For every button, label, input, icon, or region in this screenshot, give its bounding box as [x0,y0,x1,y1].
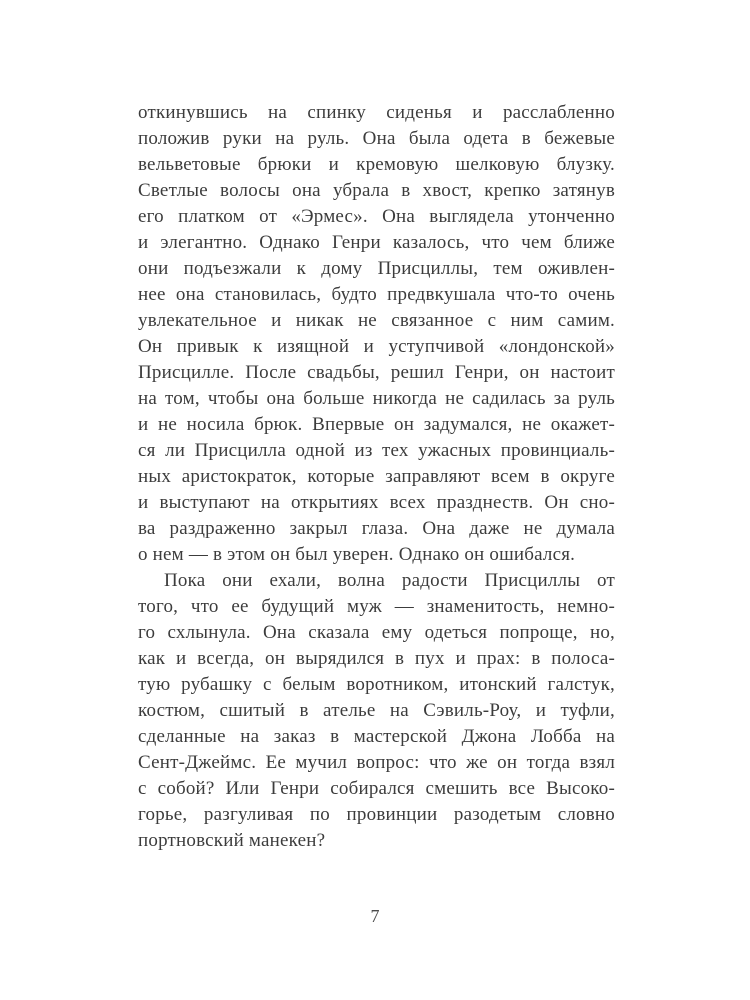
text-line: го схлынула. Она сказала ему одеться попроще, но, [138,622,615,643]
text-line: увлекательное и никак не связанное с ним самим. [138,310,615,331]
text-line: Светлые волосы она убрала в хвост, крепко затянув [138,180,615,201]
page-number: 7 [370,906,380,926]
text-line: положив руки на руль. Она была одета в бежевые [138,128,615,149]
text-line: того, что ее будущий муж — знаменитость, немно- [138,596,615,617]
text-line: костюм, сшитый в ателье на Сэвиль-Роу, и туфли, [138,700,615,721]
text-line: с собой? Или Генри собирался смешить все Высоко- [138,778,615,799]
text-line: Присцилле. После свадьбы, решил Генри, он настоит [138,362,615,383]
text-line: откинувшись на спинку сиденья и расслабленно [138,102,615,123]
paragraph [138,568,615,854]
text-line: его платком от «Эрмес». Она выглядела утонченно [138,206,615,227]
text-block [138,100,615,854]
text-line: тую рубашку с белым воротником, итонский галстук, [138,674,615,695]
text-line: ных аристократок, которые заправляют всем в округе [138,466,615,487]
text-line: вельветовые брюки и кремовую шелковую блузку. [138,154,615,175]
text-line: и выступают на открытиях всех празднеств. Он сно- [138,492,615,513]
text-line: ва раздраженно закрыл глаза. Она даже не думала [138,518,615,539]
text-line: сделанные на заказ в мастерской Джона Лобба на [138,726,615,747]
text-line: ся ли Присцилла одной из тех ужасных провинциаль- [138,440,615,461]
text-line: горье, разгуливая по провинции разодетым словно [138,804,615,825]
text-line: на том, чтобы она больше никогда не садилась за руль [138,388,615,409]
text-line: Пока они ехали, волна радости Присциллы от [164,570,615,591]
text-line: Сент-Джеймс. Ее мучил вопрос: что же он тогда взял [138,752,615,773]
text-line: и элегантно. Однако Генри казалось, что чем ближе [138,232,615,253]
text-line: они подъезжали к дому Присциллы, тем оживлен- [138,258,615,279]
text-line: как и всегда, он вырядился в пух и прах: в полоса- [138,648,615,669]
paragraph [138,100,615,568]
text-line: о нем — в этом он был уверен. Однако он ошибался. [138,544,576,565]
text-line: портновский манекен? [138,830,326,851]
text-line: Он привык к изящной и уступчивой «лондонской» [138,336,615,357]
text-line: нее она становилась, будто предвкушала что-то очень [138,284,615,305]
text-line: и не носила брюк. Впервые он задумался, не окажет- [138,414,615,435]
